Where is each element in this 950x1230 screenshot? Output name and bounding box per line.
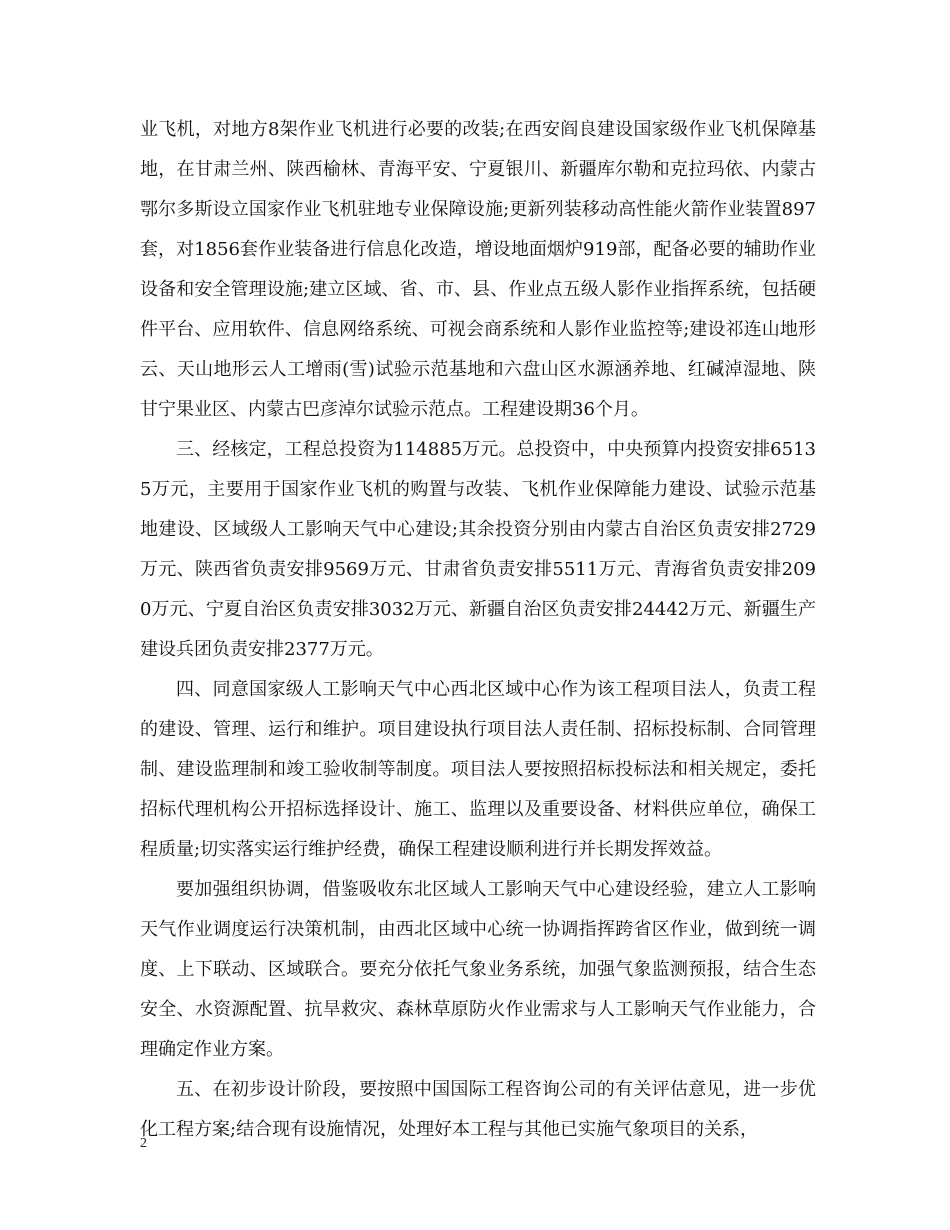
paragraph-continuation: 业飞机，对地方8架作业飞机进行必要的改装;在西安阎良建设国家级作业飞机保障基地，在甘肃兰州、陕西榆林、青海平安、宁夏银川、新疆库尔勒和克拉玛依、内蒙古鄂尔多斯设立国家作业飞机驻地专业保障设施;更新列装移动高性能火箭作业装置897套，对1856套作业装备进行信息化改造，增设地面烟炉919部，配备必要的辅助作业设备和安全管理设施;建立区域、省、市、县、作业点五级人影作业指挥系统，包括硬件平台、应用软件、信息网络系统、可视会商系统和人影作业监控等;建设祁连山地形云、天山地形云人工增雨(雪)试验示范基地和六盘山区水源涵养地、红碱淖湿地、陕甘宁果业区、内蒙古巴彦淖尔试验示范点。工程建设期36个月。: [140, 119, 816, 420]
paragraph-investment: 三、经核定，工程总投资为114885万元。总投资中，中央预算内投资安排65135万元，主要用于国家作业飞机的购置与改装、飞机作业保障能力建设、试验示范基地建设、区域级人工影响天气中心建设;其余投资分别由内蒙古自治区负责安排2729万元、陕西省负责安排9569万元、甘肃省负责安排5511万元、青海省负责安排2090万元、宁夏自治区负责安排3032万元、新疆自治区负责安排24442万元、新疆生产建设兵团负责安排2377万元。: [140, 439, 816, 660]
document-body: [140, 110, 816, 1150]
paragraph-preliminary-design: 五、在初步设计阶段，要按照中国国际工程咨询公司的有关评估意见，进一步优化工程方案;结合现有设施情况，处理好本工程与其他已实施气象项目的关系，: [140, 1079, 816, 1140]
paragraph-coordination: 要加强组织协调，借鉴吸收东北区域人工影响天气中心建设经验，建立人工影响天气作业调度运行决策机制，由西北区域中心统一协调指挥跨省区作业，做到统一调度、上下联动、区域联合。要充分依托气象业务系统，加强气象监测预报，结合生态安全、水资源配置、抗旱救灾、森林草原防火作业需求与人工影响天气作业能力，合理确定作业方案。: [140, 879, 816, 1060]
page-number: 2: [140, 1136, 147, 1151]
paragraph-project-legal-person: 四、同意国家级人工影响天气中心西北区域中心作为该工程项目法人，负责工程的建设、管理、运行和维护。项目建设执行项目法人责任制、招标投标制、合同管理制、建设监理制和竣工验收制等制度。项目法人要按照招标投标法和相关规定，委托招标代理机构公开招标选择设计、施工、监理以及重要设备、材料供应单位，确保工程质量;切实落实运行维护经费，确保工程建设顺利进行并长期发挥效益。: [140, 679, 816, 860]
